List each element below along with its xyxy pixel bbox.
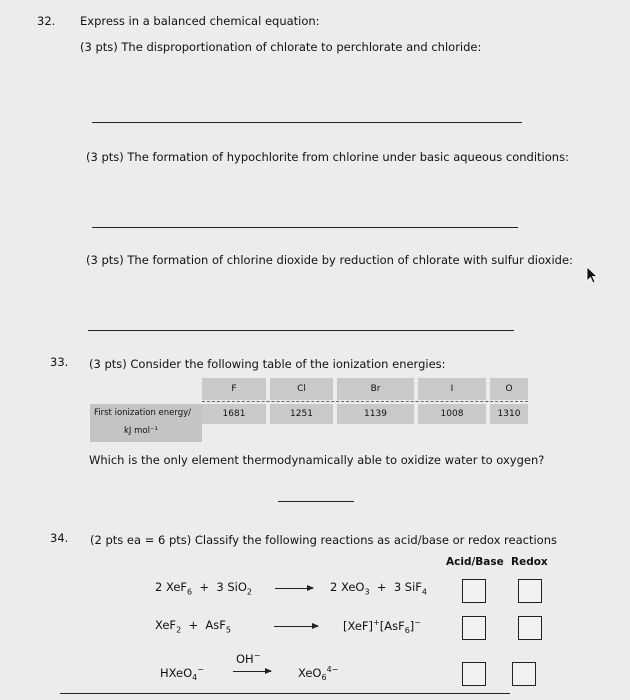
column-header-redox: Redox <box>511 556 548 568</box>
table-value-Br: 1139 <box>337 404 414 424</box>
reaction-3-arrow-label: OH− <box>236 651 261 666</box>
table-header-I: I <box>418 378 486 400</box>
q34-prompt: (2 pts ea = 6 pts) Classify the following reactions as acid/base or redox reactions <box>90 533 557 547</box>
table-value-I: 1008 <box>418 404 486 424</box>
table-header-Br: Br <box>337 378 414 400</box>
q32c-prompt: (3 pts) The formation of chlorine dioxide by reduction of chlorate with sulfur dioxide: <box>86 253 573 267</box>
q33-number: 33. <box>50 355 69 369</box>
q32-number: 32. <box>37 14 56 28</box>
table-value-F: 1681 <box>202 404 266 424</box>
reaction-2-arrow <box>274 626 318 627</box>
q33-answer-line[interactable] <box>278 501 354 502</box>
reaction-3-reactants: HXeO$_4$− <box>160 665 204 683</box>
reaction-1-products: 2 XeO$_3$ + 3 SiF$_4$ <box>330 580 427 597</box>
table-header-Cl: Cl <box>270 378 333 400</box>
q32b-answer-line[interactable] <box>92 227 518 228</box>
q32-heading: Express in a balanced chemical equation: <box>80 14 320 28</box>
reaction-1-redox-checkbox[interactable] <box>518 579 542 603</box>
column-header-acid-base: Acid/Base <box>446 556 504 568</box>
reaction-2-products: [XeF]+[AsF$_6$]− <box>343 618 421 636</box>
mouse-cursor-icon <box>586 266 598 284</box>
page-bottom-rule <box>60 693 510 694</box>
reaction-1-arrow <box>275 588 313 589</box>
q32a-answer-line[interactable] <box>92 122 522 123</box>
reaction-2-acid-base-checkbox[interactable] <box>462 616 486 640</box>
table-row-label-line2: kJ mol⁻¹ <box>124 426 158 436</box>
reaction-1-acid-base-checkbox[interactable] <box>462 579 486 603</box>
reaction-1-reactants: 2 XeF$_6$ + 3 SiO$_2$ <box>155 580 252 597</box>
table-header-F: F <box>202 378 266 400</box>
q32b-prompt: (3 pts) The formation of hypochlorite from chlorine under basic aqueous conditions: <box>86 150 569 164</box>
reaction-3-acid-base-checkbox[interactable] <box>462 662 486 686</box>
reaction-2-reactants: XeF$_2$ + AsF$_5$ <box>155 618 231 635</box>
table-value-Cl: 1251 <box>270 404 333 424</box>
table-value-O: 1310 <box>490 404 528 424</box>
q34-number: 34. <box>50 531 69 545</box>
reaction-3-redox-checkbox[interactable] <box>512 662 536 686</box>
q32a-prompt: (3 pts) The disproportionation of chlorate to perchlorate and chloride: <box>80 40 482 54</box>
q33-prompt: (3 pts) Consider the following table of the ionization energies: <box>89 357 446 371</box>
table-row-label-line1: First ionization energy/ <box>94 408 192 418</box>
table-header-O: O <box>490 378 528 400</box>
reaction-2-redox-checkbox[interactable] <box>518 616 542 640</box>
table-row-label <box>90 404 202 442</box>
q32c-answer-line[interactable] <box>88 330 514 331</box>
reaction-3-arrow <box>233 671 271 672</box>
reaction-3-products: XeO$_6^{4-}$ <box>298 665 339 683</box>
q33-question: Which is the only element thermodynamically able to oxidize water to oxygen? <box>89 453 545 467</box>
